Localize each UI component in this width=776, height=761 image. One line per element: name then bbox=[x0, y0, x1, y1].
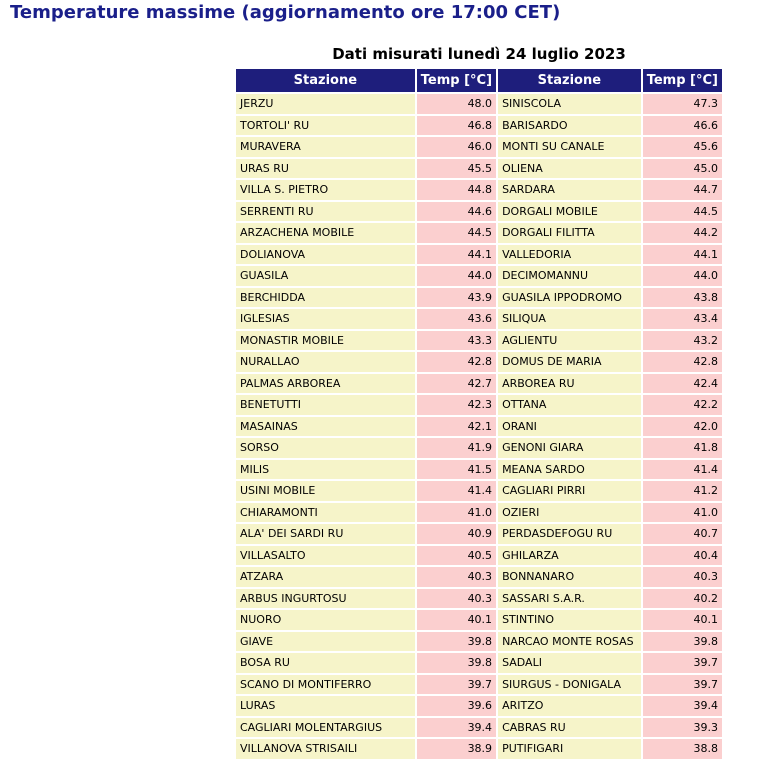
table-row bbox=[236, 503, 722, 523]
station-left-cell: VILLANOVA STRISAILI bbox=[236, 739, 415, 759]
station-right-cell: GENONI GIARA bbox=[498, 438, 641, 458]
station-left-cell: IGLESIAS bbox=[236, 309, 415, 329]
temp-right-cell: 45.6 bbox=[643, 137, 722, 157]
header-temp-right: Temp [°C] bbox=[643, 69, 722, 92]
station-left-cell: BOSA RU bbox=[236, 653, 415, 673]
header-station-right: Stazione bbox=[498, 69, 641, 92]
station-left-cell: URAS RU bbox=[236, 159, 415, 179]
temp-left-cell: 45.5 bbox=[417, 159, 496, 179]
temp-right-cell: 40.4 bbox=[643, 546, 722, 566]
station-right-cell: PERDASDEFOGU RU bbox=[498, 524, 641, 544]
temp-left-cell: 40.5 bbox=[417, 546, 496, 566]
temp-right-cell: 41.8 bbox=[643, 438, 722, 458]
temp-left-cell: 42.8 bbox=[417, 352, 496, 372]
table-row bbox=[236, 266, 722, 286]
station-right-cell: OTTANA bbox=[498, 395, 641, 415]
station-right-cell: SINISCOLA bbox=[498, 94, 641, 114]
station-left-cell: BERCHIDDA bbox=[236, 288, 415, 308]
temp-right-cell: 42.2 bbox=[643, 395, 722, 415]
temp-right-cell: 40.1 bbox=[643, 610, 722, 630]
table-row bbox=[236, 374, 722, 394]
station-left-cell: VILLASALTO bbox=[236, 546, 415, 566]
temp-right-cell: 41.0 bbox=[643, 503, 722, 523]
table-header-row bbox=[236, 69, 722, 92]
station-right-cell: SASSARI S.A.R. bbox=[498, 589, 641, 609]
temp-right-cell: 44.1 bbox=[643, 245, 722, 265]
temp-right-cell: 39.7 bbox=[643, 675, 722, 695]
table-row bbox=[236, 116, 722, 136]
station-left-cell: NURALLAO bbox=[236, 352, 415, 372]
temp-left-cell: 44.8 bbox=[417, 180, 496, 200]
station-right-cell: OLIENA bbox=[498, 159, 641, 179]
temp-left-cell: 40.1 bbox=[417, 610, 496, 630]
station-left-cell: USINI MOBILE bbox=[236, 481, 415, 501]
temp-left-cell: 39.8 bbox=[417, 632, 496, 652]
table-row bbox=[236, 352, 722, 372]
table-row bbox=[236, 632, 722, 652]
temp-right-cell: 45.0 bbox=[643, 159, 722, 179]
table-row bbox=[236, 137, 722, 157]
table-body bbox=[236, 94, 722, 759]
table-row bbox=[236, 94, 722, 114]
table-row bbox=[236, 589, 722, 609]
temp-left-cell: 44.0 bbox=[417, 266, 496, 286]
station-left-cell: ARZACHENA MOBILE bbox=[236, 223, 415, 243]
station-right-cell: NARCAO MONTE ROSAS bbox=[498, 632, 641, 652]
table-row bbox=[236, 567, 722, 587]
station-right-cell: GHILARZA bbox=[498, 546, 641, 566]
temp-right-cell: 42.0 bbox=[643, 417, 722, 437]
table-row bbox=[236, 546, 722, 566]
temp-left-cell: 42.1 bbox=[417, 417, 496, 437]
station-left-cell: LURAS bbox=[236, 696, 415, 716]
station-right-cell: BARISARDO bbox=[498, 116, 641, 136]
temp-right-cell: 43.2 bbox=[643, 331, 722, 351]
station-right-cell: MONTI SU CANALE bbox=[498, 137, 641, 157]
station-right-cell: SADALI bbox=[498, 653, 641, 673]
station-right-cell: ARITZO bbox=[498, 696, 641, 716]
table-row bbox=[236, 460, 722, 480]
station-left-cell: MURAVERA bbox=[236, 137, 415, 157]
station-right-cell: DORGALI FILITTA bbox=[498, 223, 641, 243]
station-right-cell: SILIQUA bbox=[498, 309, 641, 329]
station-left-cell: DOLIANOVA bbox=[236, 245, 415, 265]
temp-right-cell: 43.4 bbox=[643, 309, 722, 329]
temp-left-cell: 41.9 bbox=[417, 438, 496, 458]
temp-left-cell: 41.5 bbox=[417, 460, 496, 480]
station-right-cell: DOMUS DE MARIA bbox=[498, 352, 641, 372]
temp-left-cell: 42.7 bbox=[417, 374, 496, 394]
temp-left-cell: 39.8 bbox=[417, 653, 496, 673]
temp-left-cell: 41.0 bbox=[417, 503, 496, 523]
temp-left-cell: 44.5 bbox=[417, 223, 496, 243]
station-left-cell: ALA' DEI SARDI RU bbox=[236, 524, 415, 544]
temp-left-cell: 39.4 bbox=[417, 718, 496, 738]
table-row bbox=[236, 653, 722, 673]
station-right-cell: SARDARA bbox=[498, 180, 641, 200]
table-row bbox=[236, 610, 722, 630]
table-row bbox=[236, 718, 722, 738]
temp-left-cell: 39.7 bbox=[417, 675, 496, 695]
station-left-cell: GIAVE bbox=[236, 632, 415, 652]
temp-left-cell: 48.0 bbox=[417, 94, 496, 114]
station-left-cell: MASAINAS bbox=[236, 417, 415, 437]
table-row bbox=[236, 309, 722, 329]
table-row bbox=[236, 417, 722, 437]
temp-left-cell: 41.4 bbox=[417, 481, 496, 501]
table-row bbox=[236, 245, 722, 265]
station-right-cell: ORANI bbox=[498, 417, 641, 437]
station-right-cell: AGLIENTU bbox=[498, 331, 641, 351]
station-right-cell: SIURGUS - DONIGALA bbox=[498, 675, 641, 695]
station-left-cell: CHIARAMONTI bbox=[236, 503, 415, 523]
table-row bbox=[236, 438, 722, 458]
temp-left-cell: 40.9 bbox=[417, 524, 496, 544]
station-right-cell: STINTINO bbox=[498, 610, 641, 630]
temp-left-cell: 43.9 bbox=[417, 288, 496, 308]
station-left-cell: VILLA S. PIETRO bbox=[236, 180, 415, 200]
table-row bbox=[236, 159, 722, 179]
table-row bbox=[236, 675, 722, 695]
table-row bbox=[236, 739, 722, 759]
temp-right-cell: 44.5 bbox=[643, 202, 722, 222]
table-row bbox=[236, 180, 722, 200]
temp-left-cell: 46.8 bbox=[417, 116, 496, 136]
temp-left-cell: 43.3 bbox=[417, 331, 496, 351]
station-right-cell: MEANA SARDO bbox=[498, 460, 641, 480]
station-left-cell: ARBUS INGURTOSU bbox=[236, 589, 415, 609]
temp-right-cell: 40.7 bbox=[643, 524, 722, 544]
temp-left-cell: 40.3 bbox=[417, 567, 496, 587]
temp-right-cell: 43.8 bbox=[643, 288, 722, 308]
header-station-left: Stazione bbox=[236, 69, 415, 92]
temp-right-cell: 39.7 bbox=[643, 653, 722, 673]
temp-right-cell: 44.2 bbox=[643, 223, 722, 243]
table-row bbox=[236, 223, 722, 243]
temp-left-cell: 38.9 bbox=[417, 739, 496, 759]
station-right-cell: BONNANARO bbox=[498, 567, 641, 587]
temp-right-cell: 38.8 bbox=[643, 739, 722, 759]
temp-left-cell: 46.0 bbox=[417, 137, 496, 157]
temp-left-cell: 40.3 bbox=[417, 589, 496, 609]
station-right-cell: PUTIFIGARI bbox=[498, 739, 641, 759]
station-right-cell: OZIERI bbox=[498, 503, 641, 523]
temp-right-cell: 40.2 bbox=[643, 589, 722, 609]
temp-right-cell: 41.4 bbox=[643, 460, 722, 480]
temp-right-cell: 42.8 bbox=[643, 352, 722, 372]
temp-right-cell: 44.7 bbox=[643, 180, 722, 200]
table-row bbox=[236, 202, 722, 222]
table-row bbox=[236, 288, 722, 308]
station-left-cell: SORSO bbox=[236, 438, 415, 458]
station-right-cell: CABRAS RU bbox=[498, 718, 641, 738]
temp-right-cell: 39.8 bbox=[643, 632, 722, 652]
temp-right-cell: 46.6 bbox=[643, 116, 722, 136]
temp-right-cell: 41.2 bbox=[643, 481, 722, 501]
station-right-cell: DECIMOMANNU bbox=[498, 266, 641, 286]
station-left-cell: SERRENTI RU bbox=[236, 202, 415, 222]
temp-right-cell: 47.3 bbox=[643, 94, 722, 114]
station-left-cell: TORTOLI' RU bbox=[236, 116, 415, 136]
temp-left-cell: 43.6 bbox=[417, 309, 496, 329]
temp-right-cell: 39.3 bbox=[643, 718, 722, 738]
station-left-cell: ATZARA bbox=[236, 567, 415, 587]
station-left-cell: MONASTIR MOBILE bbox=[236, 331, 415, 351]
header-temp-left: Temp [°C] bbox=[417, 69, 496, 92]
table-row bbox=[236, 696, 722, 716]
station-left-cell: JERZU bbox=[236, 94, 415, 114]
station-right-cell: GUASILA IPPODROMO bbox=[498, 288, 641, 308]
table-row bbox=[236, 481, 722, 501]
temp-right-cell: 42.4 bbox=[643, 374, 722, 394]
table-caption: Dati misurati lunedì 24 luglio 2023 bbox=[332, 45, 626, 63]
station-left-cell: MILIS bbox=[236, 460, 415, 480]
temp-left-cell: 44.1 bbox=[417, 245, 496, 265]
station-left-cell: NUORO bbox=[236, 610, 415, 630]
temp-right-cell: 39.4 bbox=[643, 696, 722, 716]
station-left-cell: SCANO DI MONTIFERRO bbox=[236, 675, 415, 695]
table-row bbox=[236, 331, 722, 351]
page-title: Temperature massime (aggiornamento ore 17:00 CET) bbox=[10, 2, 561, 23]
temp-left-cell: 42.3 bbox=[417, 395, 496, 415]
station-left-cell: PALMAS ARBOREA bbox=[236, 374, 415, 394]
station-right-cell: VALLEDORIA bbox=[498, 245, 641, 265]
temperature-table bbox=[234, 67, 724, 761]
temp-right-cell: 40.3 bbox=[643, 567, 722, 587]
station-right-cell: DORGALI MOBILE bbox=[498, 202, 641, 222]
temp-right-cell: 44.0 bbox=[643, 266, 722, 286]
station-left-cell: BENETUTTI bbox=[236, 395, 415, 415]
table-row bbox=[236, 524, 722, 544]
station-right-cell: CAGLIARI PIRRI bbox=[498, 481, 641, 501]
temp-left-cell: 39.6 bbox=[417, 696, 496, 716]
table-row bbox=[236, 395, 722, 415]
temp-left-cell: 44.6 bbox=[417, 202, 496, 222]
station-left-cell: CAGLIARI MOLENTARGIUS bbox=[236, 718, 415, 738]
station-right-cell: ARBOREA RU bbox=[498, 374, 641, 394]
station-left-cell: GUASILA bbox=[236, 266, 415, 286]
